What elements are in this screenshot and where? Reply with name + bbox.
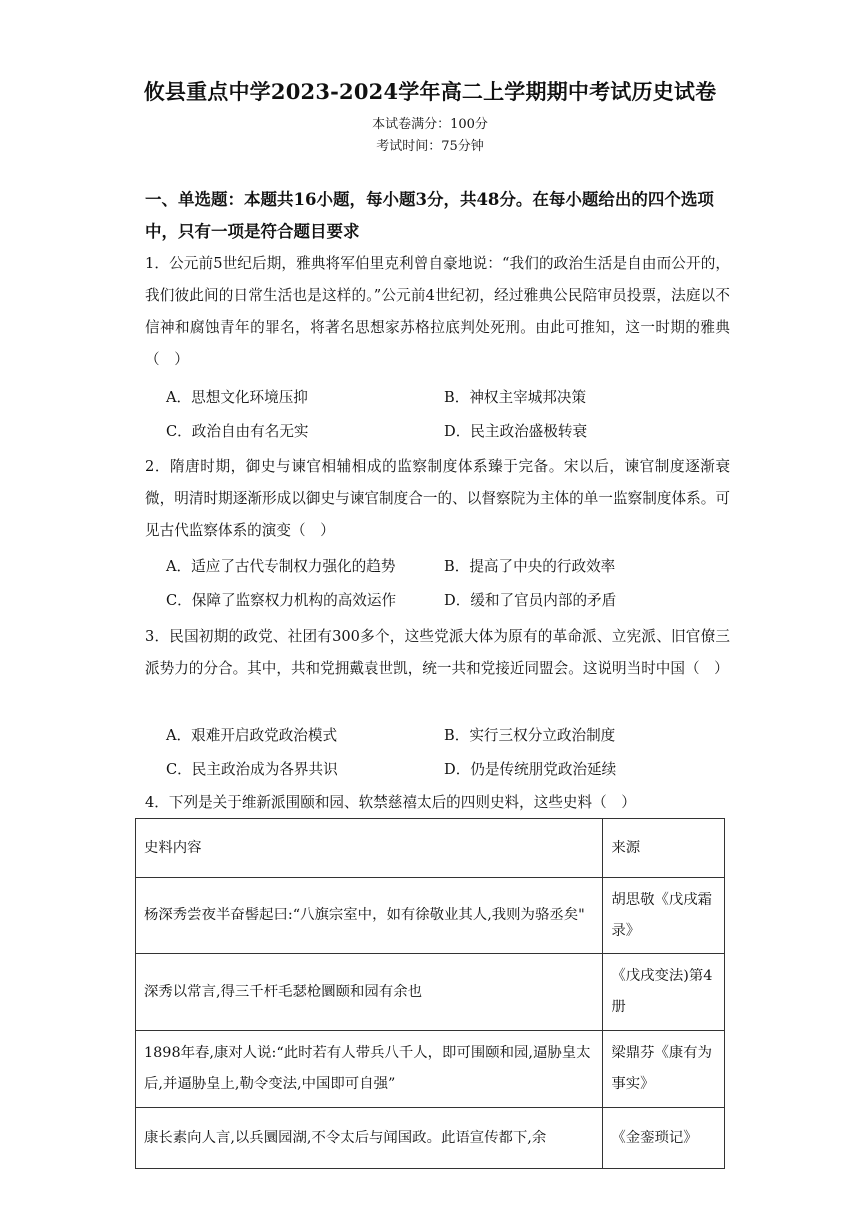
question-3-stem: 3．民国初期的政党、社团有300多个，这些党派大体为原有的革命派、立宪派、旧官僚三派势力的分合。其中，共和党拥戴袁世凯，统一共和党接近同盟会。这说明当时中国（ ）	[145, 628, 730, 677]
table-cell-content: 康长素向人言,以兵圜园湖,不令太后与闻国政。此语宣传都下,余	[136, 1108, 603, 1169]
question-2-option-d: D．缓和了官员内部的矛盾	[444, 592, 617, 609]
page-title: 攸县重点中学2023-2024学年高二上学期期中考试历史试卷	[143, 79, 717, 104]
table-header-content: 史料内容	[136, 819, 603, 878]
question-2-option-a: A．适应了古代专制权力强化的趋势	[166, 558, 396, 575]
source-table	[135, 818, 725, 1169]
table-row	[136, 878, 725, 954]
table-cell-content: 1898年春,康对人说:“此时若有人带兵八千人，即可围颐和园,逼胁皇太后,并逼胁皇上,勒令变法,中国即可自强”	[136, 1031, 603, 1108]
table-cell-source: 胡思敬《戊戌霜录》	[603, 878, 725, 954]
question-3-option-a: A．艰难开启政党政治模式	[166, 727, 338, 744]
table-cell-source: 《金銮琐记》	[603, 1108, 725, 1169]
question-1-option-b: B．神权主宰城邦决策	[444, 389, 587, 406]
section-heading: 一、单选题：本题共16小题，每小题3分，共48分。在每小题给出的四个选项中，只有一项是符合题目要求	[145, 190, 714, 241]
table-cell-source: 《戊戌变法)第4册	[603, 954, 725, 1031]
full-score-text: 本试卷满分：100分	[372, 117, 488, 132]
question-1-stem: 1．公元前5世纪后期，雅典将军伯里克利曾自豪地说：“我们的政治生活是自由而公开的，我们彼此间的日常生活也是这样的。”公元前4世纪初，经过雅典公民陪审员投票，法庭以不信神和腐蚀青年的罪名，将著名思想家苏格拉底判处死刑。由此可推知，这一时期的雅典 （ ）	[145, 255, 730, 368]
table-row	[136, 1031, 725, 1108]
table-cell-content: 深秀以常言,得三千杆毛瑟枪圜颐和园有余也	[136, 954, 603, 1031]
question-2-stem: 2．隋唐时期，御史与谏官相辅相成的监察制度体系臻于完备。宋以后，谏官制度逐渐衰微，明清时期逐渐形成以御史与谏官制度合一的、以督察院为主体的单一监察制度体系。可见古代监察体系的演变（ ）	[145, 458, 730, 539]
question-3-option-d: D．仍是传统朋党政治延续	[444, 761, 617, 778]
question-1-option-c: C．政治自由有名无实	[166, 423, 309, 440]
question-3-option-b: B．实行三权分立政治制度	[444, 727, 616, 744]
table-row	[136, 1108, 725, 1169]
question-1-option-a: A．思想文化环境压抑	[166, 389, 308, 406]
question-1-option-d: D．民主政治盛极转衰	[444, 423, 588, 440]
exam-time-text: 考试时间：75分钟	[376, 139, 484, 154]
table-cell-content: 杨深秀尝夜半奋髻起曰:“八旗宗室中，如有徐敬业其人,我则为骆丞矣"	[136, 878, 603, 954]
table-row	[136, 954, 725, 1031]
table-header-source: 来源	[603, 819, 725, 878]
question-4-stem: 4．下列是关于维新派围颐和园、软禁慈禧太后的四则史料，这些史料（ ）	[145, 794, 636, 811]
question-2-option-c: C．保障了监察权力机构的高效运作	[166, 592, 397, 609]
question-3-option-c: C．民主政治成为各界共识	[166, 761, 338, 778]
table-cell-source: 梁鼎芬《康有为事实》	[603, 1031, 725, 1108]
question-2-option-b: B．提高了中央的行政效率	[444, 558, 616, 575]
table-header-row	[136, 819, 725, 878]
